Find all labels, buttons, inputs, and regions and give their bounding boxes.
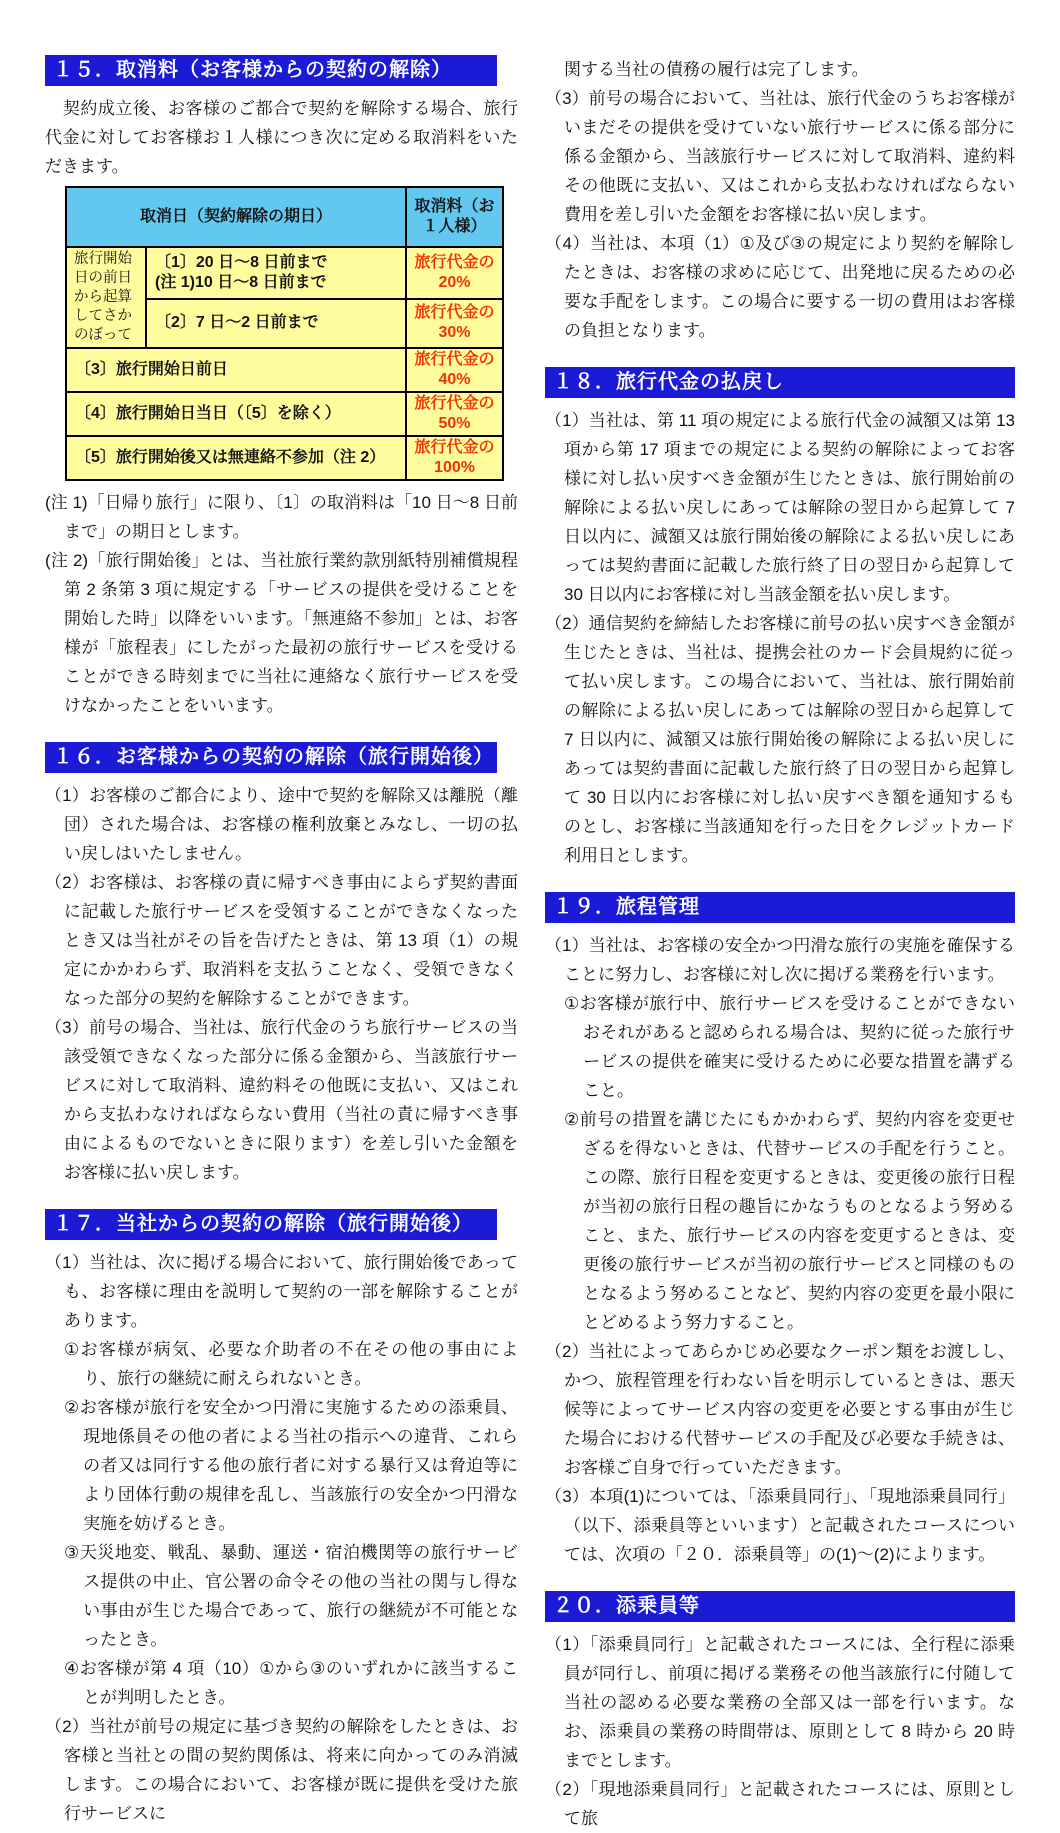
table-cell-period-2: 〔2〕7 日～2 日前まで <box>146 299 406 348</box>
section-17-subitem-2: ②お客様が旅行を安全かつ円滑に実施するための添乗員、現地係員その他の者による当社の指示への違背、これらの者又は同行する他の旅行者に対する暴行又は脅迫等により団体行動の規律を乱し、当該旅行の安全かつ円滑な実施を妨げるとき。 <box>64 1398 518 1533</box>
table-cell-fee-4 <box>406 392 503 436</box>
section-17-item-2: （2）当社が前号の規定に基づき契約の解除をしたときは、お客様と当社との間の契約関係は、将来に向かってのみ消滅します。この場合において、お客様が既に提供を受けた旅行サービスに <box>45 1717 518 1823</box>
section-15-header: １５．取消料（お客様からの契約の解除） <box>45 55 497 86</box>
section-17-subitem-1: ①お客様が病気、必要な介助者の不在その他の事由により、旅行の継続に耐えられないとき。 <box>64 1340 518 1388</box>
section-15-intro: 契約成立後、お客様のご都合で契約を解除する場合、旅行代金に対してお客様お１人様につき次に定める取消料をいただきます。 <box>45 99 518 176</box>
section-16-header: １６．お客様からの契約の解除（旅行開始後） <box>45 742 497 773</box>
section-20-item-1: （1）「添乗員同行」と記載されたコースには、全行程に添乗員が同行し、前項に掲げる業務その他当該旅行に付随して当社の認める必要な業務の全部又は一部を行います。なお、添乗員の業務の時間帯は、原則として 8 時から 20 時までとします。 <box>545 1635 1015 1770</box>
section-19-subitem-2: ②前号の措置を講じたにもかかわらず、契約内容を変更せざるを得ないときは、代替サービスの手配を行うこと。この際、旅行日程を変更するときは、変更後の旅行日程が当初の旅行日程の趣旨にかなうものとなるよう努めること、また、旅行サービスの内容を変更するときは、変更後の旅行サービスが当初の旅行サービスと同様のものとなるよう努めることなど、契約内容の変更を最小限にとどめるよう努力すること。 <box>564 1110 1015 1332</box>
section-17-item-3: （3）前号の場合において、当社は、旅行代金のうちお客様がいまだその提供を受けていない旅行サービスに係る部分に係る金額から、当該旅行サービスに対して取消料、違約料その他既に支払い、又はこれから支払わなければならない費用を差し引いた金額をお客様に払い戻します。 <box>545 89 1015 224</box>
table-cell-fee-1 <box>406 247 503 299</box>
cancellation-fee-table <box>65 186 504 481</box>
table-row <box>66 436 503 480</box>
table-side-label: 旅行開始日の前日から起算してさかのぼって <box>66 247 146 348</box>
section-19-item-2: （2）当社によってあらかじめ必要なクーポン類をお渡しし、かつ、旅程管理を行わない旨を明示しているときは、悪天候等によってサービス内容の変更を必要とする事由が生じた場合における代替サービスの手配及び必要な手続きは、お客様ご自身で行っていただきます。 <box>545 1342 1015 1477</box>
section-18-item-2: （2）通信契約を締結したお客様に前号の払い戻すべき金額が生じたときは、当社は、提携会社のカード会員規約に従って払い戻します。この場合において、当社は、旅行開始前の解除による払い戻しにあっては解除の翌日から起算して 7 日以内に、減額又は旅行開始後の解除による払い戻しにあっては契約書面に記載した旅行終了日の翌日から起算して 30 日以内にお客様に対し払い戻すべき額を通知するものとし、お客様に当該通知を行った日をクレジットカード利用日とします。 <box>545 614 1015 865</box>
section-18-item-1: （1）当社は、第 11 項の規定による旅行代金の減額又は第 13 項から第 17 項までの規定による契約の解除によってお客様に対し払い戻すべき金額が生じたときは、旅行開始前の解除による払い戻しにあっては解除の翌日から起算して 7 日以内に、減額又は旅行開始後の解除による払い戻しにあっては契約書面に記載した旅行終了日の翌日から起算して 30 日以内にお客様に対し当該金額を払い戻します。 <box>545 411 1015 604</box>
section-20-item-2: （2）「現地添乗員同行」と記載されたコースには、原則として旅 <box>545 1780 1015 1828</box>
fee-4-percent: 50% <box>438 415 471 432</box>
table-cell-fee-2 <box>406 299 503 348</box>
section-19-item-1: （1）当社は、お客様の安全かつ円滑な旅行の実施を確保することに努力し、お客様に対し次に掲げる業務を行います。 <box>545 936 1015 984</box>
fee-4-prefix: 旅行代金の <box>414 395 495 412</box>
table-header-fee: 取消料（お１人様） <box>406 187 503 247</box>
table-cell-period-4: 〔4〕旅行開始日当日（〔5〕を除く） <box>66 392 406 436</box>
section-17-item-4: （4）当社は、本項（1）①及び③の規定により契約を解除したときは、お客様の求めに応じて、出発地に戻るための必要な手配をします。この場合に要する一切の費用はお客様の負担となります。 <box>545 234 1015 340</box>
table-cell-period-3: 〔3〕旅行開始日前日 <box>66 348 406 392</box>
table-cell-fee-5 <box>406 436 503 480</box>
section-16-item-1: （1）お客様のご都合により、途中で契約を解除又は離脱（離団）された場合は、お客様の権利放棄とみなし、一切の払い戻しはいたしません。 <box>45 786 518 863</box>
fee-2-percent: 30% <box>438 324 471 342</box>
left-column <box>45 55 518 1833</box>
table-header-cancel-date: 取消日（契約解除の期日） <box>66 187 406 247</box>
fee-3-prefix: 旅行代金の <box>414 351 495 368</box>
section-19-subitem-1: ①お客様が旅行中、旅行サービスを受けることができないおそれがあると認められる場合は、契約に従った旅行サービスの提供を確実に受けるために必要な措置を講ずること。 <box>564 994 1015 1100</box>
note-1-paragraph: (注 1)「日帰り旅行」に限り、〔1〕の取消料は「10 日～8 日前まで」の期日とします。 <box>45 493 518 541</box>
table-row <box>66 247 503 299</box>
table-row <box>66 392 503 436</box>
period-1-line-2: (注 1)10 日～8 日前まで <box>155 273 327 291</box>
section-17-subitem-4: ④お客様が第 4 項（10）①から③のいずれかに該当することが判明したとき。 <box>64 1659 518 1707</box>
section-16-item-2: （2）お客様は、お客様の責に帰すべき事由によらず契約書面に記載した旅行サービスを受領することができなくなったとき又は当社がその旨を告げたときは、第 13 項（1）の規定にかかわらず、取消料を支払うことなく、受領できなくなった部分の契約を解除することができます。 <box>45 873 518 1008</box>
fee-3-percent: 40% <box>438 371 471 388</box>
fee-5-prefix: 旅行代金の <box>414 439 495 456</box>
section-19-item-3: （3）本項(1)については、「添乗員同行」、「現地添乗員同行」（以下、添乗員等といいます）と記載されたコースについては、次項の「２０．添乗員等」の(1)～(2)によります。 <box>545 1487 1015 1564</box>
table-cell-period-5: 〔5〕旅行開始後又は無連絡不参加（注 2） <box>66 436 406 480</box>
section-19-header: １９．旅程管理 <box>545 892 1015 923</box>
table-cell-period-1 <box>146 247 406 299</box>
fee-1-prefix: 旅行代金の <box>414 253 495 271</box>
period-1-line-1: 〔1〕20 日～8 日前まで <box>155 253 328 271</box>
table-header-row <box>66 187 503 247</box>
section-17-header: １７．当社からの契約の解除（旅行開始後） <box>45 1209 497 1240</box>
fee-1-percent: 20% <box>438 273 471 291</box>
section-18-header: １８．旅行代金の払戻し <box>545 367 1015 398</box>
section-20-header: ２０．添乗員等 <box>545 1591 1015 1622</box>
section-17-item-1: （1）当社は、次に掲げる場合において、旅行開始後であっても、お客様に理由を説明して契約の一部を解除することがあります。 <box>45 1253 518 1330</box>
table-row <box>66 348 503 392</box>
fee-2-prefix: 旅行代金の <box>414 304 495 322</box>
right-column <box>545 55 1015 1833</box>
table-cell-fee-3 <box>406 348 503 392</box>
fee-5-percent: 100% <box>434 459 475 476</box>
section-17-item-2-continuation: 関する当社の債務の履行は完了します。 <box>564 60 869 79</box>
note-2-paragraph: (注 2)「旅行開始後」とは、当社旅行業約款別紙特別補償規程第 2 条第 3 項に規定する「サービスの提供を受けることを開始した時」以降をいいます。「無連絡不参加」とは、お客様が「旅程表」にしたがった最初の旅行サービスを受けることができる時刻までに当社に連絡なく旅行サービスを受けなかったことをいいます。 <box>45 551 518 715</box>
section-16-item-3: （3）前号の場合、当社は、旅行代金のうち旅行サービスの当該受領できなくなった部分に係る金額から、当該旅行サービスに対して取消料、違約料その他既に支払い、又はこれから支払わなければならない費用（当社の責に帰すべき事由によるものでないときに限ります）を差し引いた金額をお客様に払い戻します。 <box>45 1018 518 1182</box>
section-17-subitem-3: ③天災地変、戦乱、暴動、運送・宿泊機関等の旅行サービス提供の中止、官公署の命令その他の当社の関与し得ない事由が生じた場合であって、旅行の継続が不可能となったとき。 <box>64 1543 518 1649</box>
